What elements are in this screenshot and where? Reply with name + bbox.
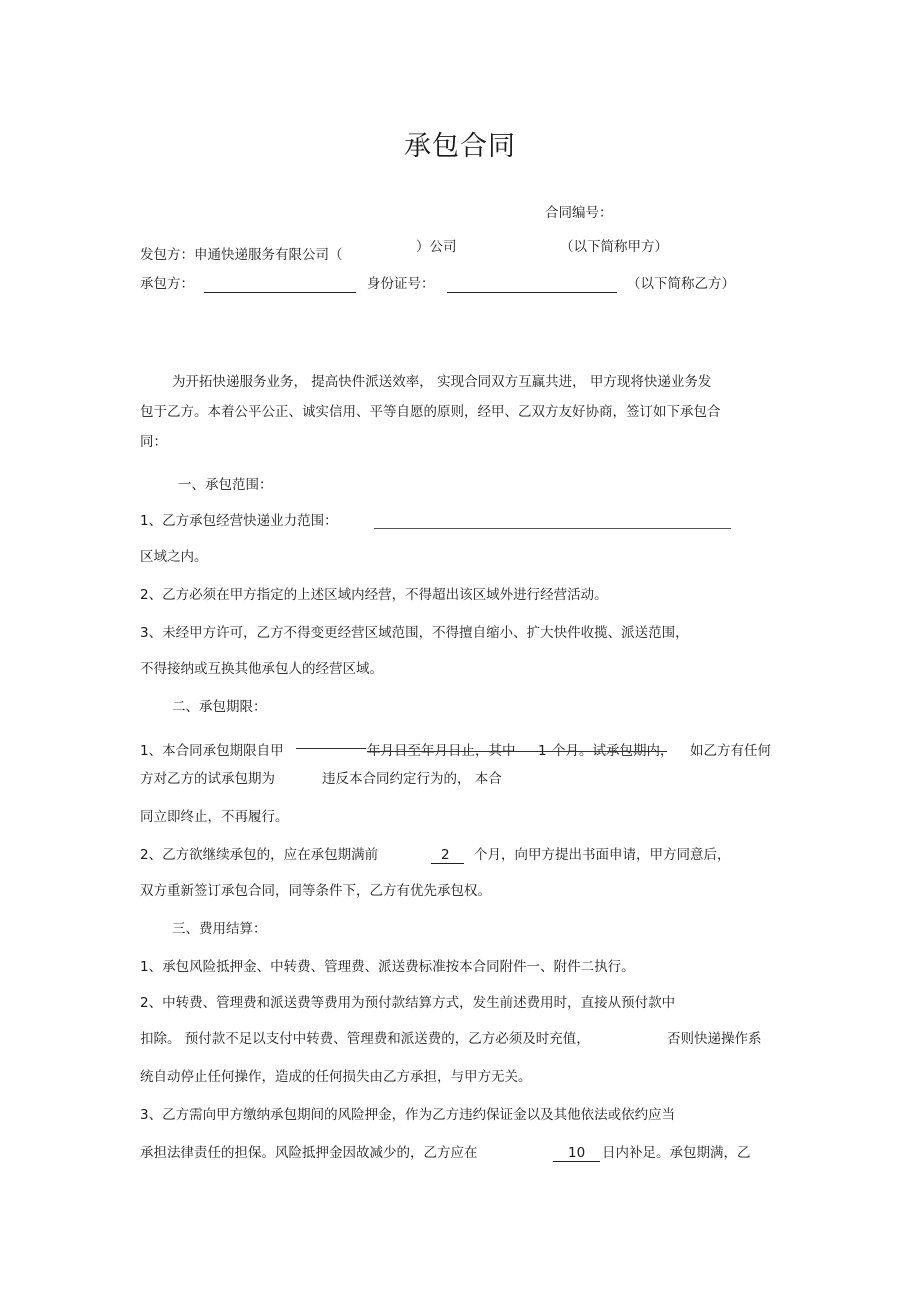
party-a-alias: （以下简称甲方） [560, 239, 668, 255]
section1-item2: 2、乙方必须在甲方指定的上述区域内经营，不得超出该区域外进行经营活动。 [140, 587, 608, 603]
deposit-days-underline [553, 1161, 600, 1162]
section1-item1-prefix: 1、乙方承包经营快递业力范围： [140, 513, 338, 529]
section3-item2-line3: 统自动停止任何操作，造成的任何损失由乙方承担，与甲方无关。 [140, 1069, 532, 1085]
renewal-months-value: 2 [441, 847, 450, 863]
section2-item2-part-a: 2、乙方欲继续承包的，应在承包期满前 [140, 847, 379, 863]
party-b-name-blank [204, 292, 356, 293]
section3-item3-line2-b: 日内补足。承包期满，乙 [602, 1145, 751, 1161]
party-b-id-blank [447, 292, 617, 293]
section2-item1-part-c: 个月。试承包期内， [552, 743, 674, 759]
intro-line-3: 同： [140, 434, 167, 450]
section3-item3-line2-a: 承担法律责任的担保。风险抵押金因故减少的，乙方应在 [140, 1145, 478, 1161]
section3-item3-line1: 3、乙方需向甲方缴纳承包期间的风险押金，作为乙方违约保证金以及其他依法或依约应当 [140, 1107, 676, 1123]
strikethrough-mark [367, 751, 667, 752]
party-a-label: 发包方：申通快递服务有限公司（ [140, 247, 343, 263]
section3-item2-line2-a: 扣除。 预付款不足以支付中转费、管理费和派送费的，乙方必须及时充值， [140, 1031, 590, 1047]
party-b-alias: （以下简称乙方） [627, 276, 735, 292]
section2-item1-line3: 同立即终止，不再履行。 [140, 809, 289, 825]
section2-item1-line2-b: 违反本合同约定行为的， 本合 [322, 771, 502, 787]
section2-item1-part-a: 1、本合同承包期限自甲 [140, 743, 284, 759]
section3-item1: 1、承包风险抵押金、中转费、管理费、派送费标准按本合同附件一、附件二执行。 [140, 959, 635, 975]
intro-line-1: 为开拓快递服务业务， 提高快件派送效率， 实现合同双方互赢共进， 甲方现将快递业务发 [172, 374, 712, 390]
party-a-company-suffix: ）公司 [416, 239, 457, 255]
page-title: 承包合同 [404, 131, 516, 162]
section1-heading: 一、承包范围： [178, 477, 273, 493]
section2-item2-line2: 双方重新签订承包合同，同等条件下，乙方有优先承包权。 [140, 883, 491, 899]
section1-item3-line2: 不得接纳或互换其他承包人的经营区域。 [140, 661, 383, 677]
party-b-label: 承包方： [140, 276, 194, 292]
section3-heading: 三、费用结算： [172, 921, 267, 937]
contract-no-label: 合同编号： [545, 205, 613, 221]
section2-item2-part-b: 个月，向甲方提出书面申请，甲方同意后， [474, 847, 731, 863]
party-b-id-label: 身份证号： [367, 276, 435, 292]
section1-item1-suffix: 区域之内。 [140, 549, 208, 565]
service-area-blank [374, 528, 731, 529]
deposit-days-value: 10 [568, 1145, 586, 1161]
section2-item1-line2-a: 方对乙方的试承包期为 [140, 771, 275, 787]
intro-line-2: 包于乙方。本着公平公正、诚实信用、平等自愿的原则，经甲、乙双方友好协商，签订如下承包合 [140, 404, 721, 420]
section3-item2-line2-b: 否则快递操作系 [667, 1031, 762, 1047]
strikethrough-mark [296, 748, 366, 749]
section2-item1-part-b: 年月日至年月日止，其中 [367, 743, 516, 759]
trial-months-value: 1 [538, 743, 547, 759]
renewal-months-underline [431, 863, 464, 864]
section3-item2-line1: 2、中转费、管理费和派送费等费用为预付款结算方式，发生前述费用时，直接从预付款中 [140, 995, 676, 1011]
section2-item1-part-d: 如乙方有任何 [690, 743, 771, 759]
section1-item3-line1: 3、未经甲方许可，乙方不得变更经营区域范围，不得擅自缩小、扩大快件收揽、派送范围， [140, 625, 689, 641]
section2-heading: 二、承包期限： [172, 699, 267, 715]
